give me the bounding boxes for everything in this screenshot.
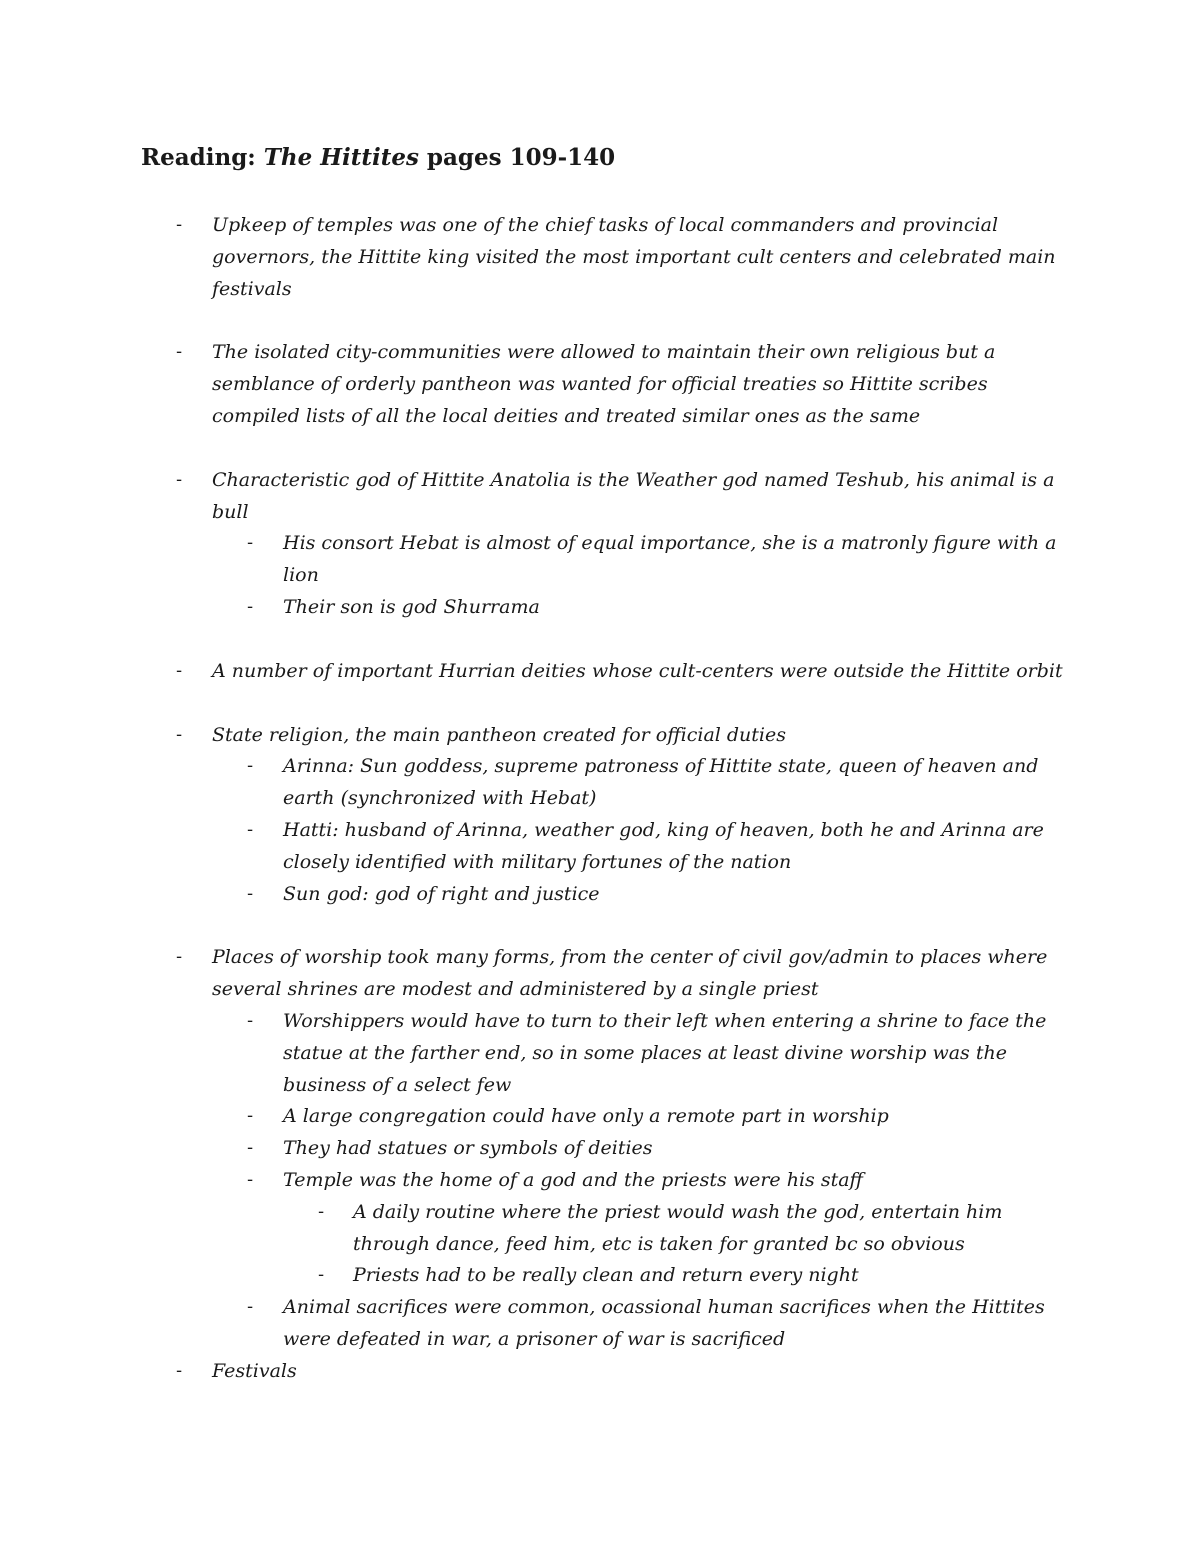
bullet-dash-icon: - — [176, 1360, 183, 1381]
list-item-text: Temple was the home of a god and the priests were his staff — [283, 1168, 863, 1191]
bullet-dash-icon: - — [247, 1297, 254, 1318]
list-item — [0, 815, 1068, 879]
list-item — [0, 1101, 1068, 1133]
bullet-dash-icon: - — [247, 533, 254, 554]
list-item — [0, 1260, 1068, 1292]
bullet-dash-icon: - — [176, 724, 183, 745]
bullet-dash-icon: - — [247, 1169, 254, 1190]
list-item — [0, 720, 1072, 752]
list-item-text: Their son is god Shurrama — [283, 595, 540, 618]
bullet-dash-icon: - — [247, 596, 254, 617]
list-item — [0, 210, 1072, 305]
title-suffix: pages 109-140 — [418, 144, 616, 171]
list-item-text: Hatti: husband of Arinna, weather god, king of heaven, both he and Arinna are closely identified with military fortunes of the nation — [283, 818, 1044, 873]
list-item — [0, 465, 1072, 529]
list-item-text: Festivals — [212, 1359, 297, 1382]
list-item — [0, 879, 1068, 911]
list-item-text: Worshippers would have to turn to their left when entering a shrine to face the statue at the farther end, so in some places at least divine worship was the business of a select few — [283, 1009, 1047, 1096]
list-item-text: His consort Hebat is almost of equal importance, she is a matronly figure with a lion — [283, 532, 1057, 587]
list-item-text: Places of worship took many forms, from the center of civil gov/admin to places where several shrines are modest and administered by a single priest — [212, 946, 1048, 1001]
list-item — [0, 528, 1068, 592]
list-item-text: A large congregation could have only a remote part in worship — [283, 1105, 889, 1128]
bullet-dash-icon: - — [247, 1106, 254, 1127]
bullet-dash-icon: - — [176, 660, 183, 681]
list-item — [0, 337, 1072, 432]
bullet-dash-icon: - — [176, 469, 183, 490]
list-item — [0, 751, 1068, 815]
list-item-text: The isolated city-communities were allowed to maintain their own religious but a semblance of orderly pantheon was wanted for official treaties so Hittite scribes compiled lists of all the local deities and treated similar ones as the same — [212, 341, 996, 427]
title-prefix: Reading: — [141, 144, 264, 171]
list-item-text: Sun god: god of right and justice — [283, 882, 600, 905]
list-item-text: A number of important Hurrian deities whose cult-centers were outside the Hittite orbit — [212, 659, 1063, 682]
list-item — [0, 1165, 1068, 1197]
bullet-dash-icon: - — [318, 1265, 325, 1286]
list-item — [0, 592, 1068, 624]
page-title — [141, 142, 615, 174]
bullet-dash-icon: - — [247, 1138, 254, 1159]
list-item — [0, 1197, 1068, 1261]
bullet-dash-icon: - — [176, 342, 183, 363]
bullet-dash-icon: - — [318, 1201, 325, 1222]
list-item-text: Priests had to be really clean and return every night — [353, 1264, 859, 1287]
notes-list — [0, 210, 1200, 1388]
list-item-text: Characteristic god of Hittite Anatolia is the Weather god named Teshub, his animal is a bull — [212, 468, 1055, 523]
bullet-dash-icon: - — [247, 756, 254, 777]
list-item-text: State religion, the main pantheon created for official duties — [212, 723, 786, 746]
list-item — [0, 1356, 1072, 1388]
list-item-text: Upkeep of temples was one of the chief tasks of local commanders and provincial governors, the Hittite king visited the most important cult centers and celebrated main festivals — [212, 214, 1056, 300]
list-item — [0, 942, 1072, 1006]
bullet-dash-icon: - — [176, 947, 183, 968]
list-item — [0, 656, 1072, 688]
bullet-dash-icon: - — [247, 1010, 254, 1031]
list-item-text: Animal sacrifices were common, ocassional human sacrifices when the Hittites were defeated in war, a prisoner of war is sacrificed — [283, 1296, 1045, 1350]
bullet-dash-icon: - — [247, 883, 254, 904]
bullet-dash-icon: - — [176, 215, 183, 235]
title-book-name: The Hittites — [263, 144, 419, 171]
list-item-text: A daily routine where the priest would wash the god, entertain him through dance, feed him, etc is taken for granted bc so obvious — [353, 1200, 1003, 1255]
list-item-text: They had statues or symbols of deities — [283, 1137, 653, 1160]
bullet-dash-icon: - — [247, 819, 254, 840]
list-item — [0, 1292, 1068, 1356]
list-item-text: Arinna: Sun goddess, supreme patroness of Hittite state, queen of heaven and earth (synchronized with Hebat) — [283, 755, 1039, 810]
list-item — [0, 1006, 1068, 1101]
list-item — [0, 1133, 1068, 1165]
